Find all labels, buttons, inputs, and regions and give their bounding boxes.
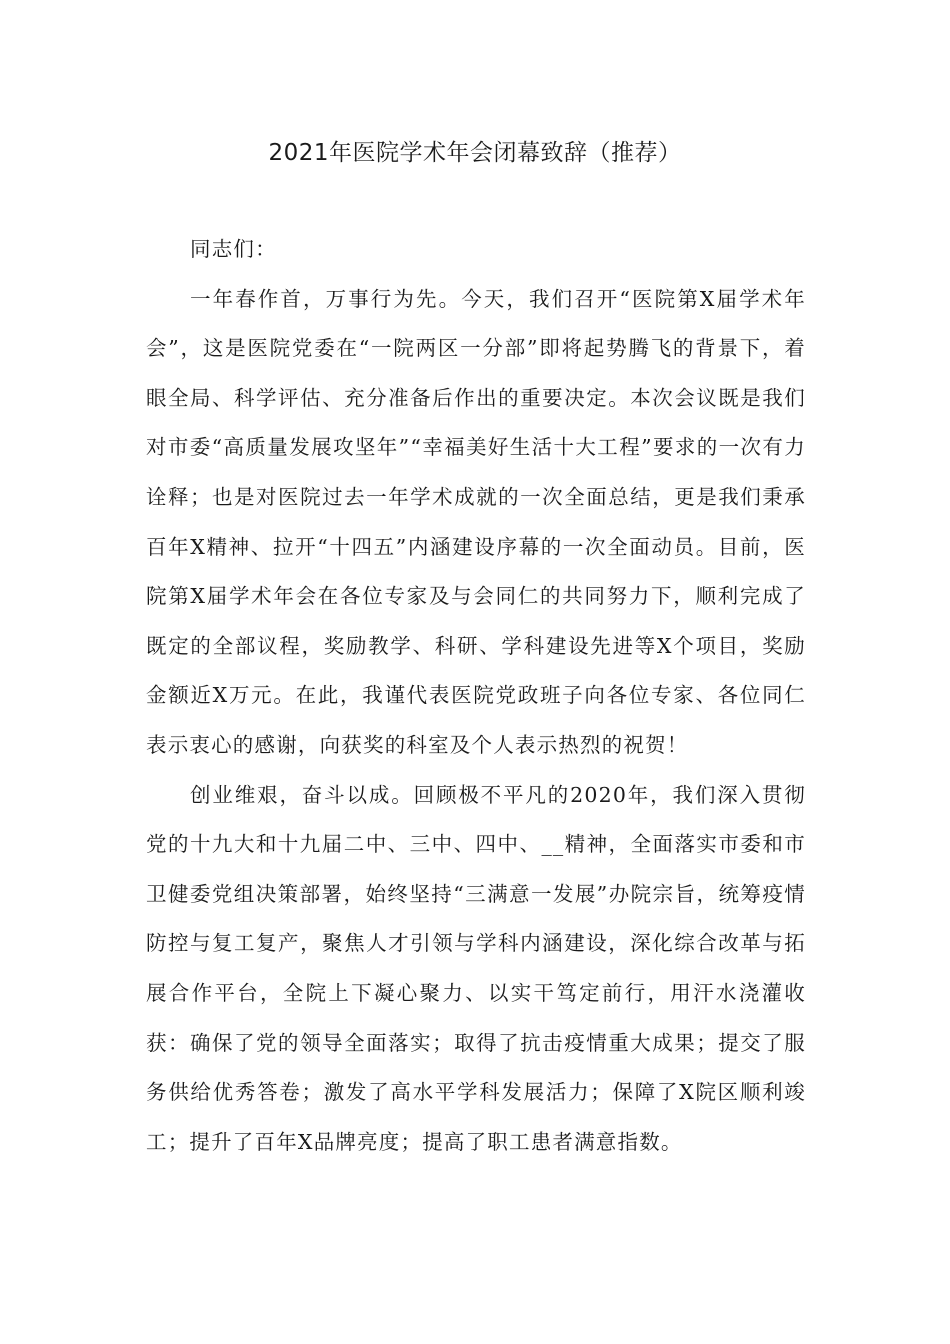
opening-paragraph: 一年春作首，万事行为先。今天，我们召开“医院第X届学术年会”，这是医院党委在“一院两区一分部”即将起势腾飞的背景下，着眼全局、科学评估、充分准备后作出的重要决定。本次会议既是我们对市委“高质量发展攻坚年”“幸福美好生活十大工程”要求的一次有力诠释；也是对医院过去一年学术成就的一次全面总结，更是我们秉承百年X精神、拉开“十四五”内涵建设序幕的一次全面动员。目前，医院第X届学术年会在各位专家及与会同仁的共同努力下，顺利完成了既定的全部议程，奖励教学、科研、学科建设先进等X个项目，奖励金额近X万元。在此，我谨代表医院党政班子向各位专家、各位同仁表示衷心的感谢，向获奖的科室及个人表示热烈的祝贺！ [146,286,806,757]
document-body [146,225,806,1167]
salutation-paragraph: 同志们： [190,237,277,261]
review-paragraph: 创业维艰，奋斗以成。回顾极不平凡的2020年，我们深入贯彻党的十九大和十九届二中、三中、四中、__精神，全面落实市委和市卫健委党组决策部署，始终坚持“三满意一发展”办院宗旨，统筹疫情防控与复工复产，聚焦人才引领与学科内涵建设，深化综合改革与拓展合作平台，全院上下凝心聚力、以实干笃定前行，用汗水浇灌收获：确保了党的领导全面落实；取得了抗击疫情重大成果；提交了服务供给优秀答卷；激发了高水平学科发展活力；保障了X院区顺利竣工；提升了百年X品牌亮度；提高了职工患者满意指数。 [146,782,806,1154]
document-title: 2021年医院学术年会闭幕致辞（推荐） [268,140,682,166]
